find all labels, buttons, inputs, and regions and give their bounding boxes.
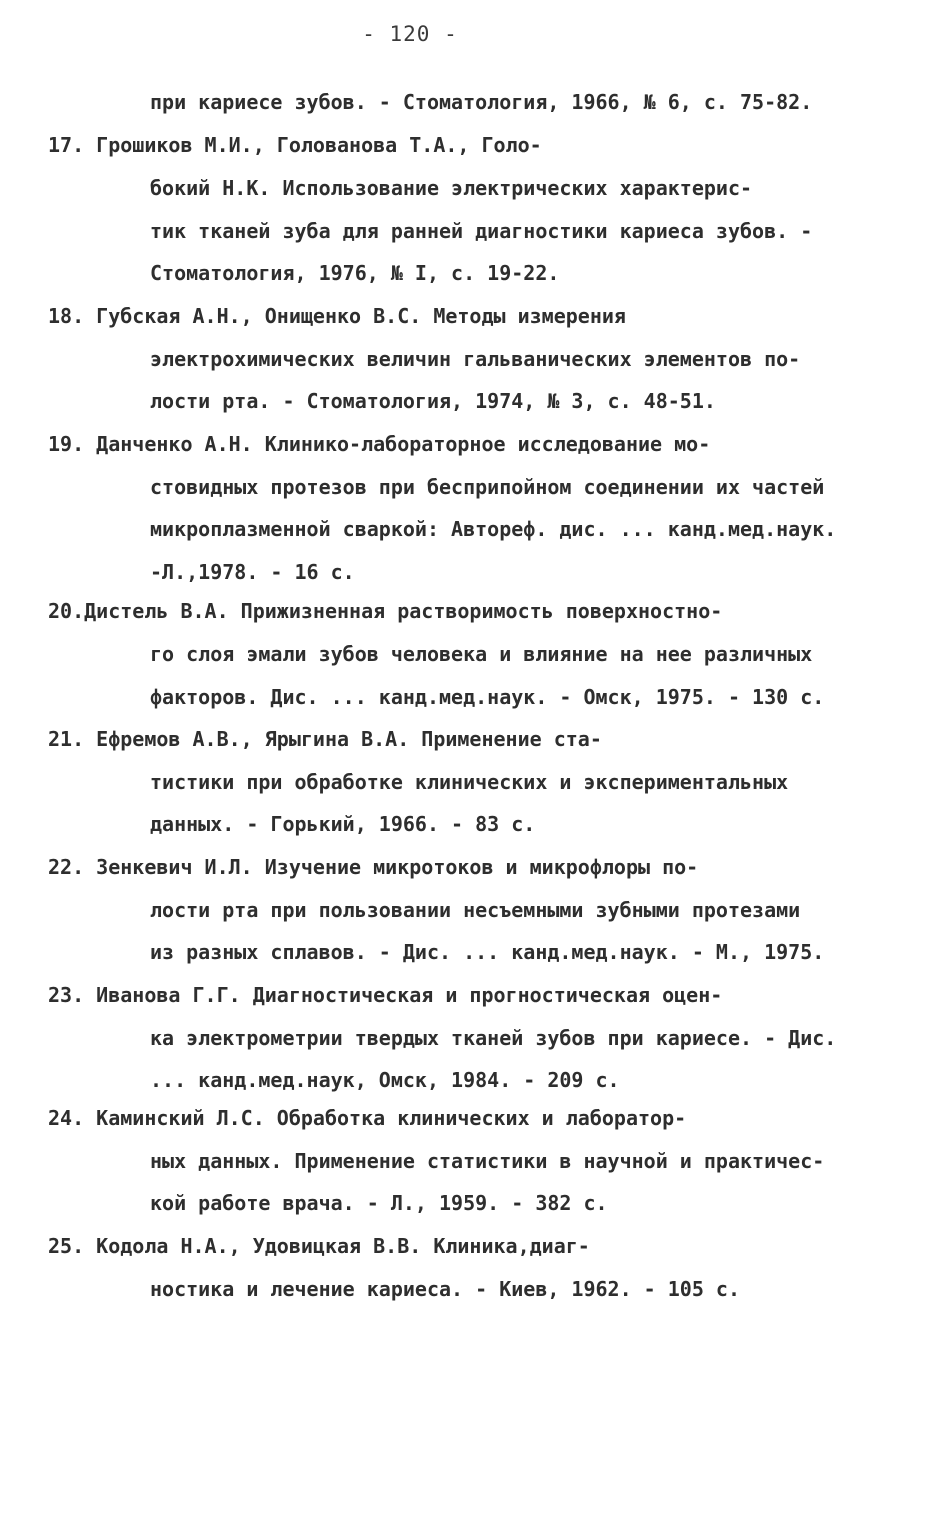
ref-line: при кариесе зубов. - Стоматология, 1966, № 6, с. 75-82. <box>150 90 813 114</box>
ref-line: 20.Дистель В.А. Прижизненная растворимость поверхностно- <box>48 599 723 623</box>
ref-line: ностика и лечение кариеса. - Киев, 1962. - 105 с. <box>150 1277 741 1301</box>
ref-line: 23. Иванова Г.Г. Диагностическая и прогностическая оцен- <box>48 983 723 1007</box>
ref-line: бокий Н.К. Использование электрических характерис- <box>150 176 753 200</box>
ref-line: стовидных протезов при бесприпойном соединении их частей <box>150 475 825 499</box>
ref-line: 17. Грошиков М.И., Голованова Т.А., Голо- <box>48 133 542 157</box>
ref-line: кой работе врача. - Л., 1959. - 382 с. <box>150 1191 608 1215</box>
ref-line: лости рта. - Стоматология, 1974, № 3, с. 48-51. <box>150 389 716 413</box>
page-number: - 120 - <box>362 22 458 46</box>
ref-line: ных данных. Применение статистики в научной и практичес- <box>150 1149 825 1173</box>
ref-line: 21. Ефремов А.В., Ярыгина В.А. Применение ста- <box>48 727 602 751</box>
ref-line: 22. Зенкевич И.Л. Изучение микротоков и микрофлоры по- <box>48 855 699 879</box>
ref-line: ... канд.мед.наук, Омск, 1984. - 209 с. <box>150 1068 620 1092</box>
ref-line: 24. Каминский Л.С. Обработка клинических и лаборатор- <box>48 1106 687 1130</box>
ref-line: данных. - Горький, 1966. - 83 с. <box>150 812 536 836</box>
ref-line: ка электрометрии твердых тканей зубов при кариесе. - Дис. <box>150 1026 837 1050</box>
ref-line: Стоматология, 1976, № I, с. 19-22. <box>150 261 560 285</box>
ref-line: 25. Кодола Н.А., Удовицкая В.В. Клиника,диаг- <box>48 1234 590 1258</box>
ref-line: 18. Губская А.Н., Онищенко В.С. Методы измерения <box>48 304 626 328</box>
ref-line: факторов. Дис. ... канд.мед.наук. - Омск, 1975. - 130 с. <box>150 685 825 709</box>
ref-line: тик тканей зуба для ранней диагностики кариеса зубов. - <box>150 219 813 243</box>
ref-line: 19. Данченко А.Н. Клинико-лабораторное исследование мо- <box>48 432 711 456</box>
ref-line: микроплазменной сваркой: Автореф. дис. ... канд.мед.наук. <box>150 517 837 541</box>
ref-line: из разных сплавов. - Дис. ... канд.мед.наук. - М., 1975. <box>150 940 825 964</box>
ref-line: электрохимических величин гальванических элементов по- <box>150 347 801 371</box>
ref-line: го слоя эмали зубов человека и влияние на нее различных <box>150 642 813 666</box>
ref-line: лости рта при пользовании несъемными зубными протезами <box>150 898 801 922</box>
ref-line: -Л.,1978. - 16 с. <box>150 560 355 584</box>
ref-line: тистики при обработке клинических и экспериментальных <box>150 770 789 794</box>
